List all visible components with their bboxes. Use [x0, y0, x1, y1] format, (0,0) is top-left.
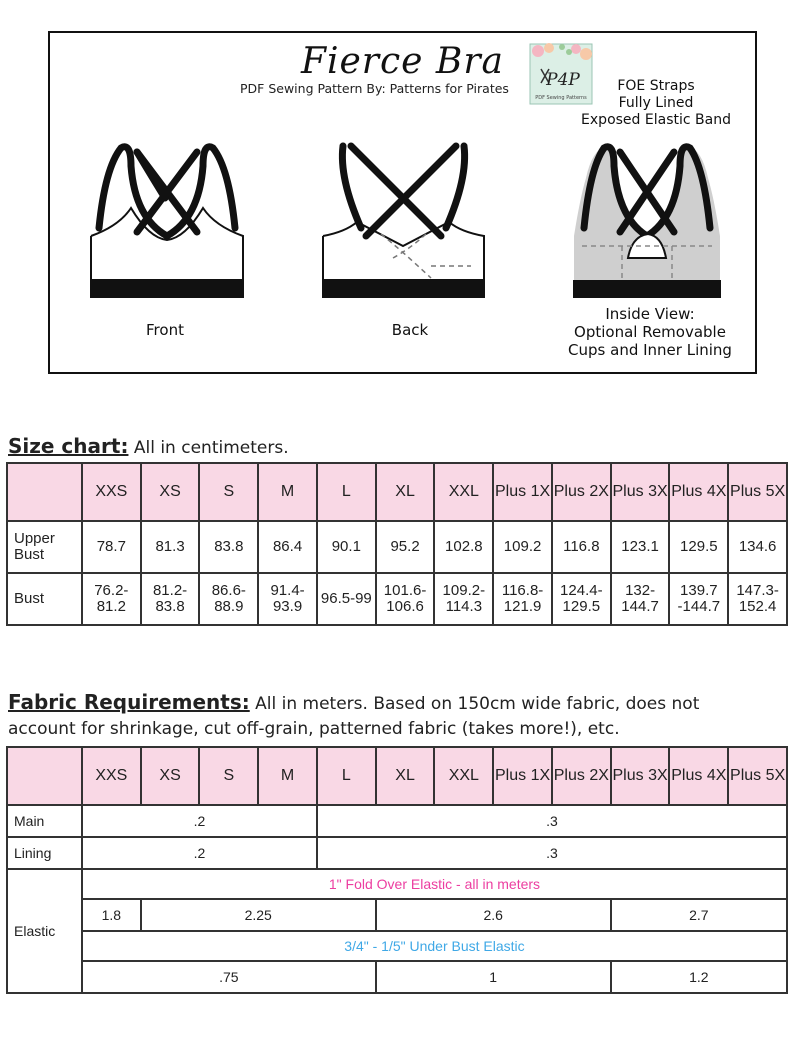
row-label-bust: Bust: [7, 573, 82, 625]
size-column-header: XS: [141, 463, 200, 521]
table-cell: 76.2-81.2: [82, 573, 141, 625]
feature-list: [556, 78, 756, 129]
back-caption: Back: [391, 321, 429, 339]
size-chart-table: [6, 462, 788, 626]
size-column-header: XXS: [82, 747, 141, 805]
under-bust-value: .75: [82, 961, 376, 993]
table-cell: 96.5-99: [317, 573, 376, 625]
table-cell: 123.1: [611, 521, 670, 573]
size-column-header: L: [317, 463, 376, 521]
logo-text: P4P: [546, 70, 580, 90]
table-cell: 116.8: [552, 521, 611, 573]
inside-caption-line: Inside View:: [605, 305, 695, 323]
table-row: [7, 521, 787, 573]
table-cell: 109.2: [493, 521, 552, 573]
row-label-lining: Lining: [7, 837, 82, 869]
table-cell: 109.2-114.3: [434, 573, 493, 625]
table-cell: 147.3-152.4: [728, 573, 787, 625]
size-column-header: S: [199, 747, 258, 805]
table-row: [7, 931, 787, 961]
table-cell: 132-144.7: [611, 573, 670, 625]
under-bust-value: 1.2: [611, 961, 787, 993]
table-row: [7, 899, 787, 931]
corner-cell: [7, 463, 82, 521]
feature-item: Fully Lined: [618, 95, 694, 111]
size-chart-note: All in centimeters.: [133, 438, 289, 458]
table-cell: 116.8-121.9: [493, 573, 552, 625]
size-column-header: Plus 2X: [552, 747, 611, 805]
table-row: [7, 961, 787, 993]
inside-caption-line: Cups and Inner Lining: [568, 341, 732, 359]
size-column-header: Plus 5X: [728, 463, 787, 521]
table-cell: 139.7 -144.7: [669, 573, 728, 625]
logo-subtext: PDF Sewing Patterns: [535, 95, 587, 101]
table-cell: 101.6-106.6: [376, 573, 435, 625]
size-chart-header-row: [7, 463, 787, 521]
corner-cell: [7, 747, 82, 805]
table-cell: 81.3: [141, 521, 200, 573]
table-cell: 129.5: [669, 521, 728, 573]
size-column-header: XXS: [82, 463, 141, 521]
under-bust-value: 1: [376, 961, 611, 993]
inside-caption-line: Optional Removable: [574, 323, 726, 341]
table-cell: 81.2-83.8: [141, 573, 200, 625]
foe-value: 2.7: [611, 899, 787, 931]
foe-value: 2.25: [141, 899, 376, 931]
size-column-header: XXL: [434, 747, 493, 805]
size-column-header: Plus 1X: [493, 747, 552, 805]
foe-value: 2.6: [376, 899, 611, 931]
table-cell: 95.2: [376, 521, 435, 573]
size-column-header: XL: [376, 463, 435, 521]
table-cell: 134.6: [728, 521, 787, 573]
bra-front-illustration: [85, 138, 250, 300]
size-column-header: M: [258, 463, 317, 521]
foe-label: 1" Fold Over Elastic - all in meters: [82, 869, 787, 899]
table-cell: 102.8: [434, 521, 493, 573]
table-cell: 86.6-88.9: [199, 573, 258, 625]
table-row: [7, 805, 787, 837]
size-chart-heading: [8, 434, 289, 458]
under-bust-label: 3/4" - 1/5" Under Bust Elastic: [82, 931, 787, 961]
front-caption: Front: [146, 321, 184, 339]
size-column-header: Plus 1X: [493, 463, 552, 521]
foe-value: 1.8: [82, 899, 141, 931]
size-column-header: Plus 3X: [611, 463, 670, 521]
pattern-subtitle: PDF Sewing Pattern By: Patterns for Pirates: [240, 81, 509, 96]
table-cell: 91.4-93.9: [258, 573, 317, 625]
table-cell: 78.7: [82, 521, 141, 573]
row-label-main: Main: [7, 805, 82, 837]
pattern-header: [48, 31, 757, 374]
lining-value-large: .3: [317, 837, 787, 869]
size-column-header: XS: [141, 747, 200, 805]
size-column-header: Plus 4X: [669, 463, 728, 521]
size-column-header: XL: [376, 747, 435, 805]
table-cell: 83.8: [199, 521, 258, 573]
table-cell: 124.4-129.5: [552, 573, 611, 625]
fabric-table: [6, 746, 788, 994]
table-cell: 90.1: [317, 521, 376, 573]
table-cell: 86.4: [258, 521, 317, 573]
size-column-header: M: [258, 747, 317, 805]
main-value-small: .2: [82, 805, 317, 837]
fabric-title: Fabric Requirements:: [8, 690, 250, 714]
fabric-heading: [8, 690, 699, 742]
size-column-header: Plus 3X: [611, 747, 670, 805]
row-label-upper-bust: Upper Bust: [7, 521, 82, 573]
feature-item: Exposed Elastic Band: [581, 112, 731, 128]
lining-value-small: .2: [82, 837, 317, 869]
main-value-large: .3: [317, 805, 787, 837]
size-column-header: Plus 2X: [552, 463, 611, 521]
bra-back-illustration: [321, 138, 486, 300]
size-column-header: Plus 5X: [728, 747, 787, 805]
fabric-header-row: [7, 747, 787, 805]
size-chart-title: Size chart:: [8, 434, 129, 458]
pattern-title: Fierce Bra: [300, 41, 505, 82]
fabric-note-line2: account for shrinkage, cut off-grain, patterned fabric (takes more!), etc.: [8, 719, 620, 739]
size-column-header: L: [317, 747, 376, 805]
table-row: [7, 869, 787, 899]
size-column-header: S: [199, 463, 258, 521]
table-row: [7, 837, 787, 869]
size-column-header: Plus 4X: [669, 747, 728, 805]
table-row: [7, 573, 787, 625]
feature-item: FOE Straps: [617, 78, 695, 94]
bra-inside-illustration: [572, 138, 722, 300]
row-label-elastic: Elastic: [7, 869, 82, 993]
fabric-note-line1: All in meters. Based on 150cm wide fabric, does not: [255, 694, 700, 714]
inside-caption: [560, 305, 740, 359]
size-column-header: XXL: [434, 463, 493, 521]
